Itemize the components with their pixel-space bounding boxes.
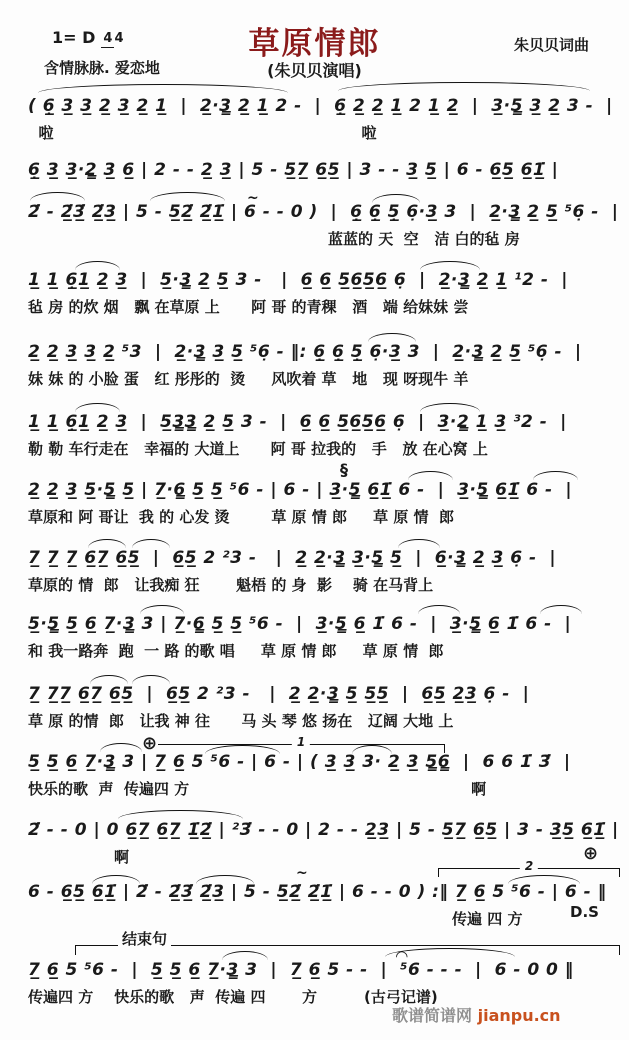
song-title: 草原情郎 — [248, 26, 381, 62]
slur-arc — [132, 675, 170, 684]
site-watermark — [392, 1003, 561, 1026]
music-line-2 — [0, 158, 625, 187]
volta-1-label: 1 — [292, 736, 310, 748]
notation-line: 5̲·5̳ 5̲ 6̲ 7̲·3̳ 3 | 7̲·6̳ 5̲ 5̲ ⁵6 - | 3̲·5̳ 6̲ 1̇ 6 - | 3̲·5̳ 6̲ 1̇ 6 - | — [28, 614, 572, 634]
slur-arc — [372, 194, 420, 203]
slur-arc — [140, 605, 184, 614]
music-line-4 — [0, 268, 625, 317]
music-line-9 — [0, 612, 625, 661]
dal-segno-label: D.S — [570, 903, 599, 921]
notation-line: 2̲ 2̲ 3̲ 3̲ 2̲ ⁵3 | 2̲·3̳ 3̲ 5̲ ⁵6̣ - ‖: 6̲̣ 6̲̣ 5̲̣ 6̣·3̲ 3 | 2̲·3̳ 2̲ 5̲ ⁵6̣ - | — [28, 342, 582, 362]
music-line-11 — [0, 750, 625, 799]
lyrics-line: 草原的 情 郎 让我痴 狂 魁梧 的 身 影 骑 在马背上 — [28, 576, 434, 594]
music-line-8 — [0, 546, 625, 595]
slur-arc — [196, 875, 254, 884]
notation-line: ( 6̲̣ 3̲ 3̲ 2̲ 3̲ 2̲ 1̲ | 2̲·3̳ 2̲ 1̲ 2 - | 6̲̣ 2̲ 2̲ 1̲ 2 1̲ 2̲ | 3̲·5̳ 3̲ 2̲ 3 - | — [28, 96, 613, 116]
lyrics-line: 和 我一路奔 跑 一 路 的歌 唱 草 原 情 郎 草 原 情 郎 — [28, 642, 444, 660]
slur-arc — [90, 675, 128, 684]
slur-arc — [30, 192, 85, 201]
expression-marking: 含情脉脉. 爱恋地 — [44, 59, 160, 77]
slur-arc — [408, 471, 453, 480]
site-url-link[interactable]: jianpu.cn — [477, 1006, 561, 1025]
time-signature-denominator: 4 — [114, 31, 124, 46]
fermata-icon: ◠ — [396, 947, 408, 965]
notation-line: 7̲ 6̲ 5 ⁵6 - | 5̲ 5̲ 6̲ 7̲·3̳ 3 | 7̲ 6̲ 5 - - | ⁵6 - - - | 6 - 0 0 ‖ — [28, 960, 574, 980]
phrase-arc — [38, 84, 288, 93]
time-signature-numerator: 4 — [103, 31, 113, 46]
notation-line: 1̲ 1̲ 6̲̣1̲ 2̲ 3̲ | 5̲·3̳ 2̲ 5̲ 3 - | 6̲ 6̲ 5̲6̲5̲6̲ 6̣ | 2̲·3̳ 2̲ 1̲ ¹2 - | — [28, 270, 568, 290]
slur-arc — [75, 403, 120, 412]
music-line-5 — [0, 340, 625, 389]
slur-arc — [132, 539, 170, 548]
volta-2-label: 2 — [520, 860, 538, 872]
slur-arc — [540, 605, 582, 614]
music-line-3 — [0, 200, 625, 249]
slur-arc — [88, 539, 126, 548]
slur-arc — [420, 261, 480, 270]
notation-line: 1̲ 1̲ 6̲̣1̲ 2̲ 3̲ | 5̲3̳3̳ 2̲ 5̲ 3 - | 6̲ 6̲ 5̲6̲5̲6̲ 6̣ | 3̲·2̳ 1̲ 3̲ ³2 - | — [28, 412, 567, 432]
music-line-7 — [0, 478, 625, 527]
phrase-arc — [338, 82, 590, 91]
notation-line: 6 - 6̲5̲ 6̲1̲̇ | 2̇ - 2̲̇3̲̇ 2̲̇3̲ | 5 - 5̲2̲̇ 2̲̇1̲̇ | 6 - - 0 ) :‖ 7̲ 6̲ 5 ⁵6 - | 6 - ‖ — [28, 882, 607, 902]
notation-line: 7̲ 7̲ 7̲ 6̲7̲ 6̲5̲ | 6̲5̲ 2 ²3 - | 2̲ 2̲·3̳ 3̲·5̳ 5̲ | 6̲·3̳ 2̲ 3̲ 6̣ - | — [28, 548, 557, 568]
segno-icon: § — [340, 460, 348, 479]
slur-arc — [418, 605, 460, 614]
lyrics-line: 毡 房 的炊 烟 飘 在草原 上 阿 哥 的青稞 酒 端 给妹妹 尝 — [28, 298, 469, 316]
lyrics-line: 蓝蓝的 天 空 洁 白的毡 房 — [328, 230, 520, 248]
lyrics-line: 啦 啦 — [28, 124, 377, 142]
slur-arc — [368, 333, 416, 342]
slur-arc — [118, 810, 243, 819]
lyrics-line: 草原和 阿 哥让 我 的 心发 烫 草 原 情 郎 草 原 情 郎 — [28, 508, 455, 526]
lyrics-line: 传遍四 方 快乐的歌 声 传遍 四 方 (古弓记谱) — [28, 988, 438, 1006]
slur-arc — [420, 403, 480, 412]
music-line-1 — [0, 94, 625, 143]
mordent-icon: ~ — [247, 190, 259, 206]
coda-icon: ⊕ — [583, 843, 599, 864]
coda-icon: ⊕ — [142, 733, 158, 754]
music-line-6 — [0, 410, 625, 459]
notation-line: 6̲̣ 3̲ 3̲·2̳ 3̲ 6̲ | 2 - - 2̲ 3̲ | 5 - 5̲7̲ 6̲5̲ | 3 - - 3̲ 5̲ | 6 - 6̲5̲ 6̲1̲̇ | — [28, 160, 559, 180]
notation-line: 2̇ - - 0 | 0 6̲7̲ 6̲7̲ 1̲̇2̲̇ | ²3̇ - - 0 | 2 - - 2̲3̲ | 5 - 5̲7̲ 6̲5̲ | 3 - 3̲5̲ 6̲1̲̇ | — [28, 820, 619, 840]
volta-1-bracket — [158, 735, 445, 753]
notation-line: 2̲ 2̲ 3̲ 5̲·5̳ 5̲ | 7̲·6̳ 5̲ 5̲ ⁵6 - | 6 - | 3̲·5̳ 6̲1̲̇ 6 - | 3̲·5̳ 6̲1̲̇ 6 - | — [28, 480, 573, 500]
lyrics-line: 快乐的歌 声 传遍四 方 啊 — [28, 780, 487, 798]
lyrics-line: 传遍 四 方 — [452, 910, 523, 928]
music-line-14 — [0, 958, 625, 1007]
key-signature-text: 1= D — [52, 28, 96, 47]
notation-line: 5̲ 5̲ 6̲ 7̲·3̳ 3 | 7̲ 6̲ 5 ⁵6 - | 6 - | ( 3̲ 3̲ 3· 2̲ 3̲ 5̳6̳ | 6 6 1̇ 3̇ | — [28, 752, 571, 772]
lyrics-line: 草 原 的情 郎 让我 神 往 马 头 琴 悠 扬在 辽阔 大地 上 — [28, 712, 454, 730]
slur-arc — [150, 192, 225, 201]
slur-arc — [533, 471, 578, 480]
performer-subtitle: (朱贝贝演唱) — [267, 61, 362, 80]
slur-arc — [100, 743, 142, 752]
lyrics-line: 妹 妹 的 小脸 蛋 红 彤彤的 烫 风吹着 草 地 现 呀现牛 羊 — [28, 370, 469, 388]
music-line-13 — [0, 880, 625, 929]
mordent-icon: ~ — [296, 865, 308, 881]
music-line-10 — [0, 682, 625, 731]
slur-arc — [75, 261, 120, 270]
composer-credit: 朱贝贝词曲 — [513, 36, 589, 54]
lyrics-line: 勒 勒 车行走在 幸福的 大道上 阿 哥 拉我的 手 放 在心窝 上 — [28, 440, 488, 458]
ending-section-label: 结束句 — [118, 931, 171, 948]
slur-arc — [398, 539, 440, 548]
site-name: 歌谱简谱网 — [392, 1006, 473, 1025]
notation-line: 2̇ - 2̲̇3̲̇ 2̲̇3̲ | 5 - 5̲2̲̇ 2̲̇1̲̇ | 6 - - 0 ) | 6̲̣ 6̲̣ 5̲̣ 6̣·3̲ 3 | 2̲·3̳ 2̲ 5̲ ⁵6̣ - | — [28, 202, 619, 222]
lyrics-line: 啊 — [114, 848, 130, 866]
slur-arc — [92, 875, 140, 884]
notation-line: 7̲ 7̲7̲ 6̲7̲ 6̲5̲ | 6̲5̲ 2 ²3 - | 2̲ 2̲·3̳ 5̲ 5̲5̲ | 6̲5̲ 2̲3̲ 6̣ - | — [28, 684, 530, 704]
